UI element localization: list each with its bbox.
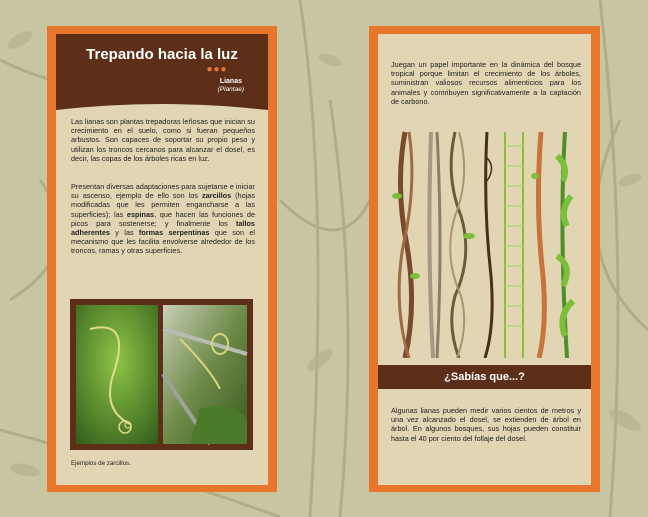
liana-illustrations xyxy=(387,126,582,358)
term-tallos-adherentes: tallos adherentes xyxy=(71,218,255,238)
para-text: (hojas modificadas que les permiten engancharse a las superficies); las xyxy=(71,191,255,219)
para-text: , que hacen las funciones de picos para sostenerse; y finalmente los xyxy=(71,209,256,228)
liana-braided-icon xyxy=(392,132,420,358)
para-text: que son el mecanismo que les facilita envolverse alrededor de los troncos, ramas y otras superficies. xyxy=(71,228,255,256)
intro-paragraph: Las lianas son plantas trepadoras leñosas que inician su crecimiento en el suelo, como si fueran pequeños arbustos. Son capaces de soportar su propio peso y utilizan los troncos cercanos para alcanzar el dosel, es decir, las copas de los árboles ricas en luz. xyxy=(71,117,255,163)
title-header xyxy=(56,34,268,116)
fact-paragraph: Algunas lianas pueden medir varios cientos de metros y una vez alcanzado el dosel, se extienden de árbol en árbol. En algunos bosques, sus hojas pueden constituir hasta el 40 por ciento del follaje del dosel. xyxy=(391,406,581,443)
liana-ladder-icon xyxy=(505,132,523,358)
photo-frame xyxy=(70,299,253,450)
para-text: Presentan diversas adaptaciones para sujetarse e iniciar su ascenso, ejemplo de ello son los xyxy=(71,182,255,201)
subtitle: Lianas xyxy=(219,78,242,85)
liana-leafy-icon xyxy=(557,132,573,358)
tendril-photos xyxy=(70,299,253,450)
liana-twin-icon xyxy=(429,132,440,358)
did-you-know-heading: ¿Sabías que...? xyxy=(378,365,591,389)
subtitle-latin: (Plantae) xyxy=(217,86,244,93)
term-espinas: espinas xyxy=(126,209,155,219)
decorative-dots: ●●● xyxy=(206,64,228,75)
liana-dark-icon xyxy=(485,132,492,358)
term-zarcillos: zarcillos xyxy=(201,191,232,201)
para-text: y las xyxy=(109,228,139,238)
right-panel xyxy=(369,26,600,492)
photo-caption: Ejemplos de zarcillos. xyxy=(71,460,131,467)
liana-orange-icon xyxy=(531,132,544,358)
liana-twisted-icon xyxy=(450,132,475,358)
role-paragraph: Juegan un papel importante en la dinámica del bosque tropical porque limitan el crecimiento de los árboles, suministran valiosos recursos alimenticios para los animales y contribuyen significativamente a la captación de carbono. xyxy=(391,60,581,106)
panel-title: Trepando hacia la luz xyxy=(86,46,238,63)
left-panel xyxy=(47,26,277,492)
adaptations-paragraph xyxy=(71,182,255,256)
term-formas-serpentinas: formas serpentinas xyxy=(138,228,210,238)
